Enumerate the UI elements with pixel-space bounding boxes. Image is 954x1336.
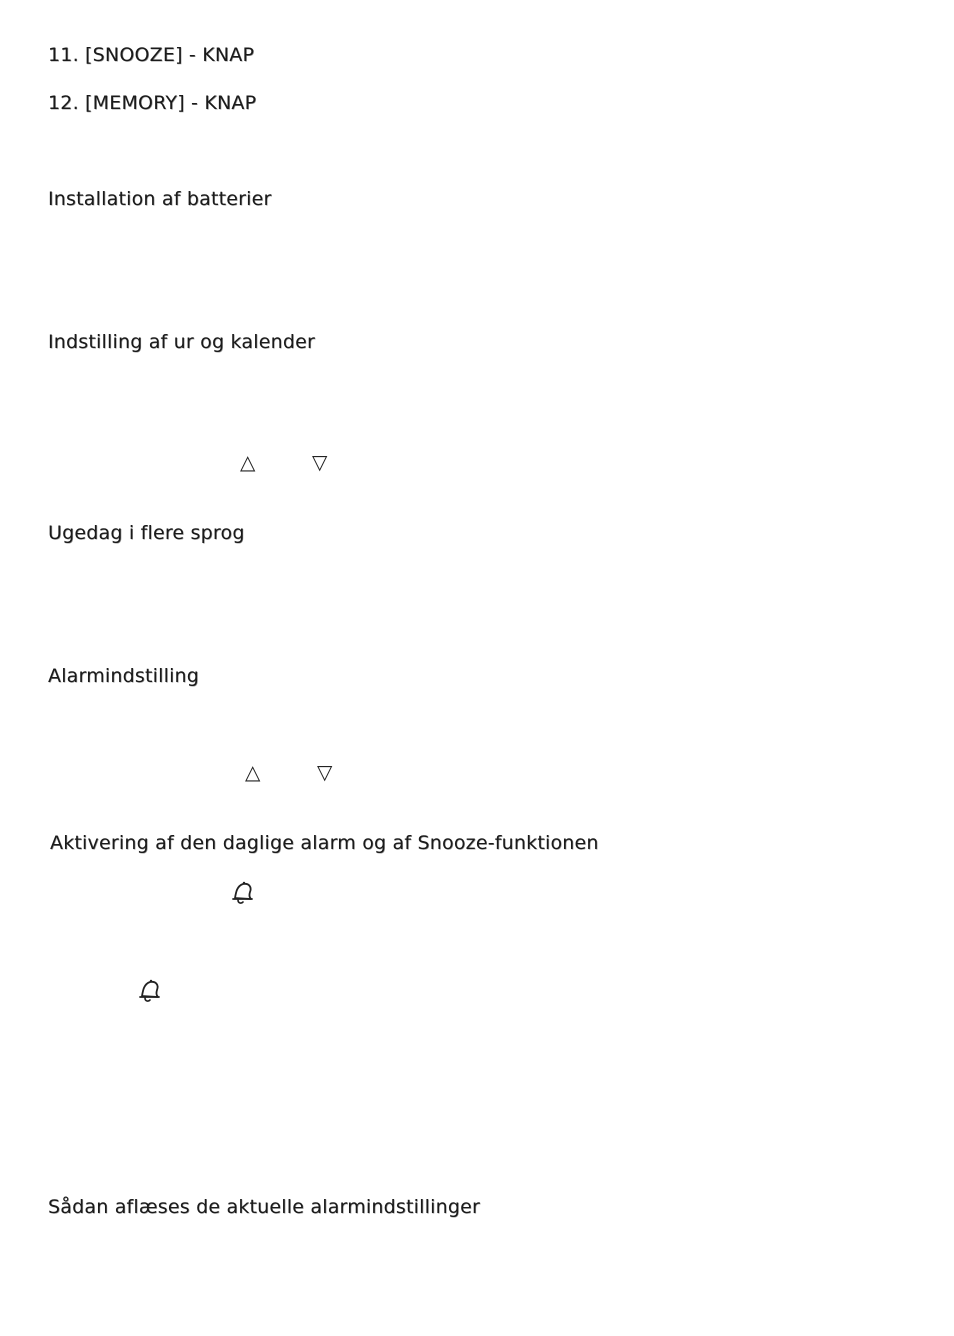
alarm-bell-icon	[134, 976, 164, 1006]
heading-alarm-setting: Alarmindstilling	[48, 665, 200, 687]
heading-installation: Installation af batterier	[48, 188, 272, 210]
alarm-bell-icon	[227, 878, 257, 908]
list-item-memory-button: 12. [MEMORY] - KNAP	[48, 92, 257, 114]
heading-read-alarm: Sådan aflæses de aktuelle alarmindstillinger	[48, 1196, 480, 1218]
heading-weekday-languages: Ugedag i flere sprog	[48, 522, 245, 544]
arrow-up-icon: △	[245, 760, 261, 784]
heading-clock-calendar: Indstilling af ur og kalender	[48, 331, 315, 353]
arrow-up-icon: △	[240, 450, 256, 474]
heading-alarm-activation: Aktivering af den daglige alarm og af Snooze-funktionen	[50, 832, 599, 854]
list-item-snooze-button: 11. [SNOOZE] - KNAP	[48, 44, 255, 66]
arrow-down-icon: ▽	[317, 760, 333, 784]
arrow-down-icon: ▽	[312, 450, 328, 474]
